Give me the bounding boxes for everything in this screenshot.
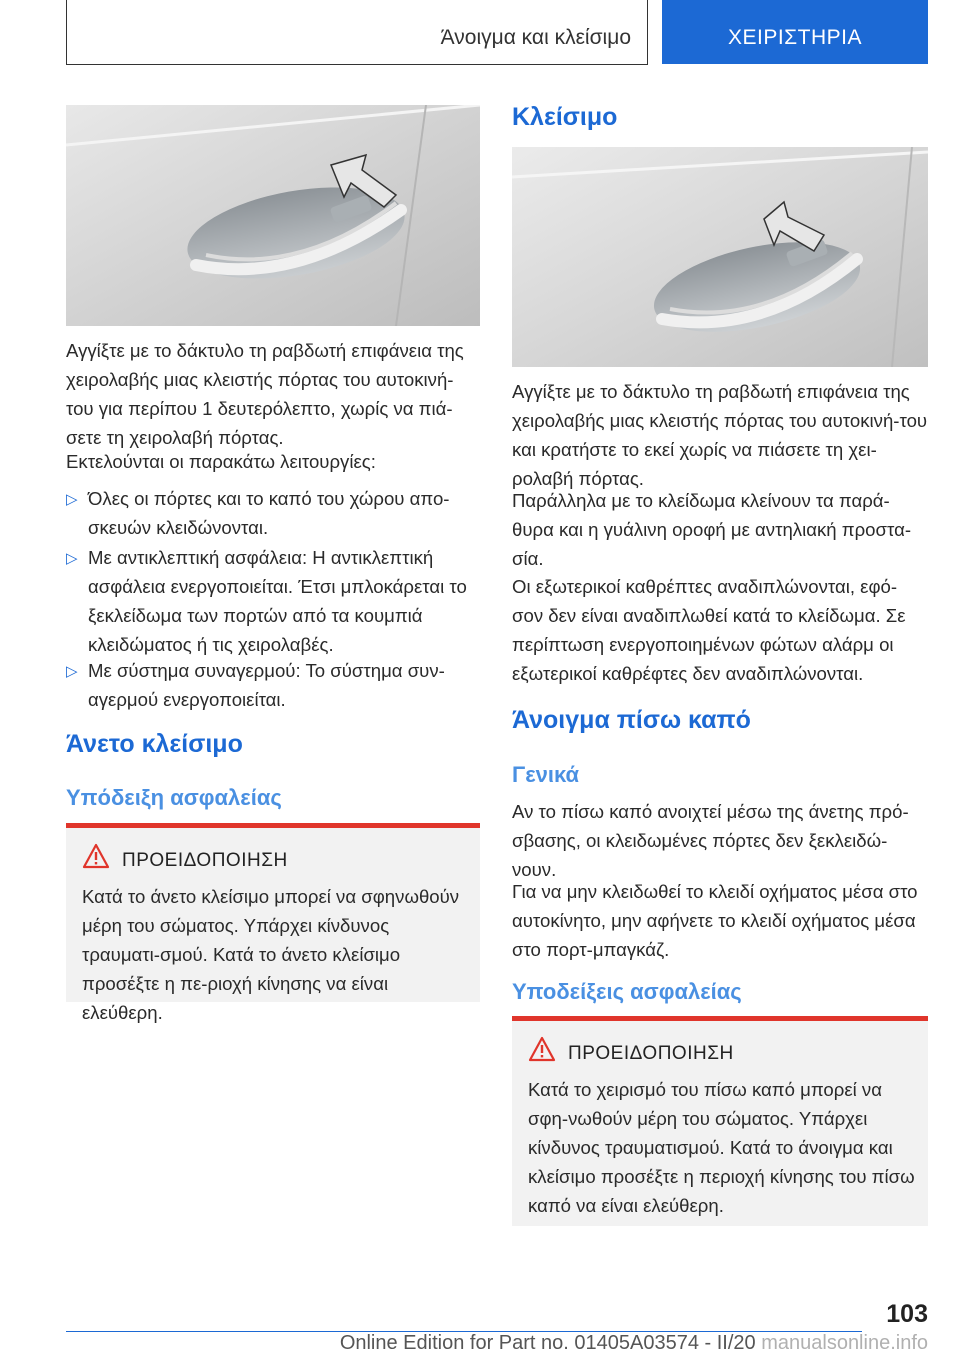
warning-triangle-icon [528,1036,556,1062]
warning-text: Κατά το χειρισμό του πίσω καπό μπορεί να σφη-νωθούν μέρη του σώματος. Υπάρχει κίνδυνος τραυματισμού. Κατά το άνοιγμα και κλείσιμο προσέξτε η περιοχή κίνησης του πίσω καπό να είναι ελεύθερη. [528,1079,915,1216]
footer-edition [300,1332,928,1355]
warning-text: Κατά το άνετο κλείσιμο μπορεί να σφηνωθούν μέρη του σώματος. Υπάρχει κίνδυνος τραυματι-σμού. Κατά το άνετο κλείσιμο προσέξτε η πε-ριοχή κίνησης να είναι ελεύθερη. [82,886,460,1023]
heading-close: Κλείσιμο [512,103,618,131]
section-title: Άνοιγμα και κλείσιμο [440,26,631,49]
bullet-item [66,484,480,542]
bullet-text: Με αντικλεπτική ασφάλεια: Η αντικλεπτική ασφάλεια ενεργοποιείται. Έτσι μπλοκάρεται το ξεκλείδωμα των πορτών από τα κουμπιά κλειδώματος ή τις χειρολαβές. [88,547,467,655]
bullet-item [66,656,480,714]
triangle-bullet-icon: ▷ [66,491,78,508]
header-section-box [66,0,648,65]
right-paragraph-5: Για να μην κλειδωθεί το κλειδί οχήματος μέσα στο αυτοκίνητο, μην αφήνετε το κλειδί οχήματος μέσα στο πορτ-μπαγκάζ. [512,881,918,960]
heading-rear-lid: Άνοιγμα πίσω καπό [512,706,751,734]
warning-box [512,1016,928,1226]
page-number: 103 [886,1300,928,1328]
right-paragraph-1: Αγγίξτε με το δάκτυλο τη ραβδωτή επιφάνεια της χειρολαβής μιας κλειστής πόρτας του αυτοκινή-του και κρατήστε το εκεί χωρίς να πιάσετε τη χει-ρολαβή πόρτας. [512,381,928,489]
heading-safety-notes: Υποδείξεις ασφαλείας [512,979,742,1004]
door-handle-image [66,105,480,326]
door-handle-arrow-icon [66,105,480,326]
watermark-text: manualsonline.info [761,1332,928,1354]
bullet-text: Όλες οι πόρτες και το καπό του χώρου απο-σκευών κλειδώνονται. [88,488,450,538]
left-paragraph-2: Εκτελούνται οι παρακάτω λειτουργίες: [66,451,376,472]
warning-title: ΠΡΟΕΙΔΟΠΟΙΗΣΗ [122,850,288,871]
left-paragraph-1: Αγγίξτε με το δάκτυλο τη ραβδωτή επιφάνεια της χειρολαβής μιας κλειστής πόρτας του αυτοκινή-του για περίπου 1 δευτερόλεπτο, χωρίς να πιά-σετε τη χειρολαβή πόρτας. [66,340,464,448]
heading-general: Γενικά [512,762,580,787]
edition-text: Online Edition for Part no. 01405A03574 - II/20 [339,1332,756,1354]
chapter-tab-label: ΧΕΙΡΙΣΤΗΡΙΑ [727,26,862,49]
chapter-tab[interactable] [662,0,928,64]
right-paragraph-3: Οι εξωτερικοί καθρέπτες αναδιπλώνονται, εφό-σον δεν είναι αναδιπλωθεί κατά το κλείδωμα. Σε περίπτωση ενεργοποιημένων φώτων αλάρμ οι εξωτερικοί καθρέφτες δεν αναδιπλώνονται. [512,576,906,684]
bullet-item [66,543,480,659]
right-paragraph-4: Αν το πίσω καπό ανοιχτεί μέσω της άνετης πρό-σβασης, οι κλειδωμένες πόρτες δεν ξεκλειδώ-νουν. [512,801,909,880]
warning-box [66,823,480,1023]
triangle-bullet-icon: ▷ [66,550,78,567]
bullet-text: Με σύστημα συναγερμού: Το σύστημα συν-αγερμού ενεργοποιείται. [88,660,445,710]
triangle-bullet-icon: ▷ [66,663,78,680]
warning-triangle-icon [82,843,110,869]
page-header [66,0,928,64]
right-paragraph-2: Παράλληλα με το κλείδωμα κλείνουν τα παρά-θυρα και η γυάλινη οροφή με αντηλιακή προστα-σία. [512,490,912,569]
heading-comfort-close: Άνετο κλείσιμο [66,730,243,758]
warning-title: ΠΡΟΕΙΔΟΠΟΙΗΣΗ [568,1043,734,1064]
door-handle-image [512,147,928,367]
heading-safety-note: Υπόδειξη ασφαλείας [66,785,282,810]
door-handle-arrow-icon [512,147,928,367]
